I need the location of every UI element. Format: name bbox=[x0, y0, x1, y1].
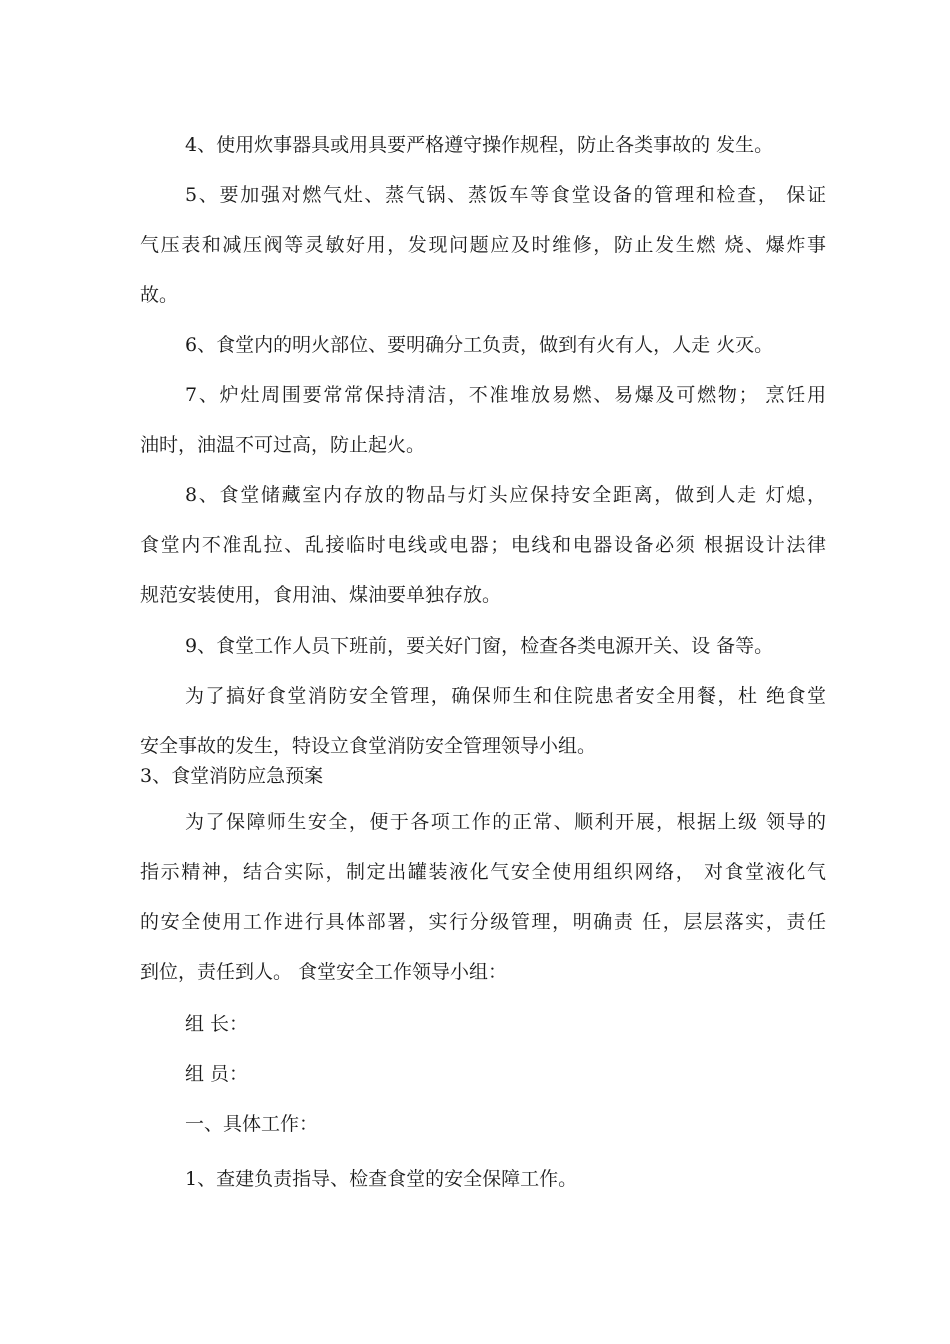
paragraph-purpose-line-2: 安全事故的发生，特设立食堂消防安全管理领导小组。 bbox=[140, 735, 597, 757]
paragraph-plan-line-4: 到位，责任到人。 食堂安全工作领导小组： bbox=[140, 961, 508, 983]
paragraph-plan-line-2: 指示精神，结合实际，制定出罐装液化气安全使用组织网络， 对食堂液化气 bbox=[140, 861, 826, 883]
paragraph-8-line-3: 规范安装使用，食用油、煤油要单独存放。 bbox=[140, 584, 502, 606]
paragraph-5-line-1: 5、要加强对燃气灶、蒸气锅、蒸饭车等食堂设备的管理和检查， 保证 bbox=[185, 184, 826, 206]
paragraph-5-line-2: 气压表和减压阀等灵敏好用，发现问题应及时维修，防止发生燃 烧、爆炸事 bbox=[140, 234, 826, 256]
paragraph-6-line-1: 6、食堂内的明火部位、要明确分工负责，做到有火有人，人走 火灭。 bbox=[185, 334, 774, 356]
paragraph-purpose-line-1: 为了搞好食堂消防安全管理，确保师生和住院患者安全用餐，杜 绝食堂 bbox=[185, 685, 826, 707]
paragraph-plan-line-1: 为了保障师生安全，便于各项工作的正常、顺利开展，根据上级 领导的 bbox=[185, 811, 826, 833]
paragraph-8-line-2: 食堂内不准乱拉、乱接临时电线或电器；电线和电器设备必须 根据设计法律 bbox=[140, 534, 826, 556]
paragraph-5-line-3: 故。 bbox=[140, 284, 179, 306]
section-heading-3: 3、食堂消防应急预案 bbox=[140, 765, 324, 787]
paragraph-7-line-1: 7、炉灶周围要常常保持清洁，不准堆放易燃、易爆及可燃物； 烹饪用 bbox=[185, 384, 826, 406]
work-item-1: 1、查建负责指导、检查食堂的安全保障工作。 bbox=[185, 1168, 578, 1190]
paragraph-9-line-1: 9、食堂工作人员下班前，要关好门窗，检查各类电源开关、设 备等。 bbox=[185, 635, 774, 657]
paragraph-plan-line-3: 的安全使用工作进行具体部署，实行分级管理，明确责 任，层层落实，责任 bbox=[140, 911, 826, 933]
subheading-specific-work: 一、具体工作： bbox=[185, 1113, 319, 1135]
group-member-line: 组 员： bbox=[185, 1063, 249, 1085]
paragraph-4-line-1: 4、使用炊事器具或用具要严格遵守操作规程，防止各类事故的 发生。 bbox=[185, 134, 774, 156]
group-leader-line: 组 长： bbox=[185, 1013, 249, 1035]
paragraph-8-line-1: 8、食堂储藏室内存放的物品与灯头应保持安全距离，做到人走 灯熄， bbox=[185, 484, 826, 506]
paragraph-7-line-2: 油时，油温不可过高，防止起火。 bbox=[140, 434, 426, 456]
